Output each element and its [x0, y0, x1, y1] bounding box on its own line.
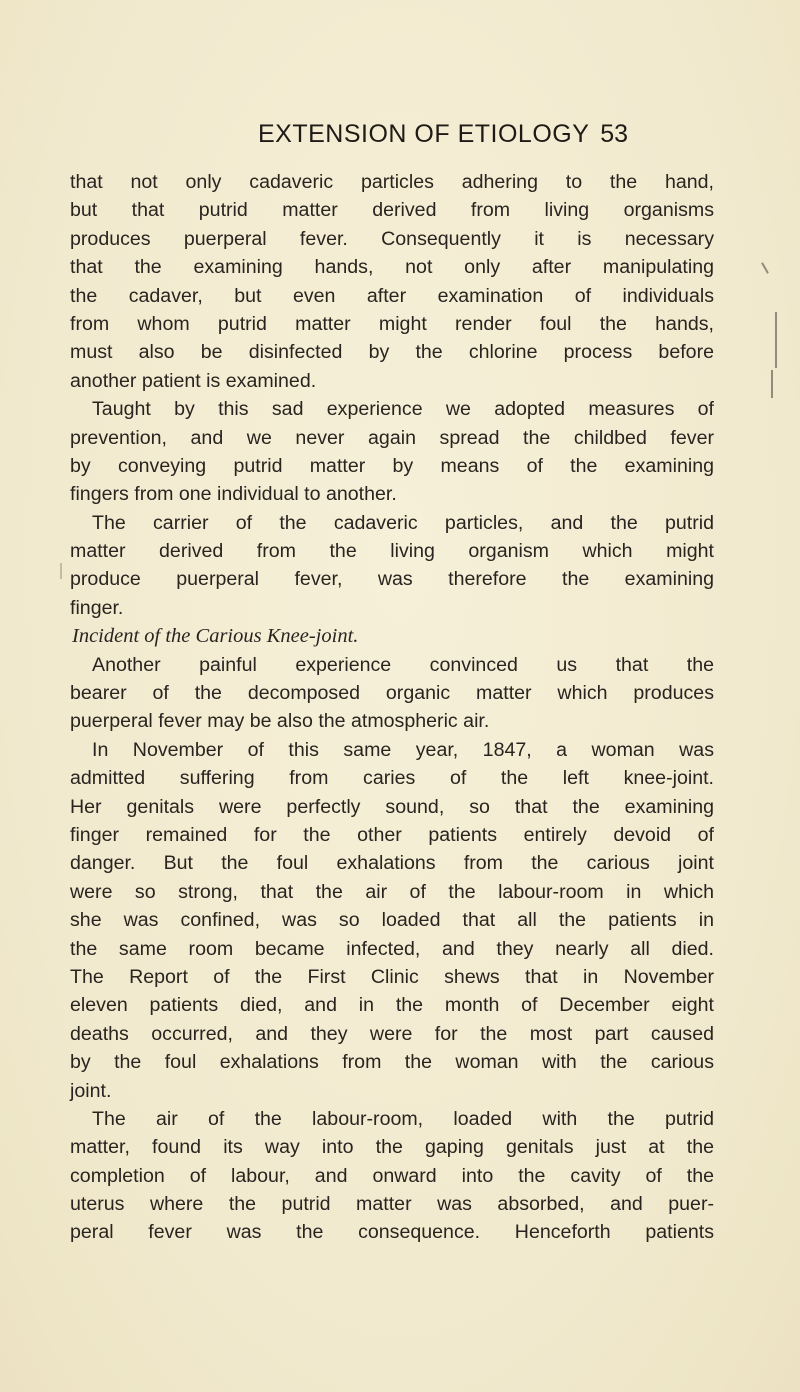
text-line: but that putrid matter derived from living organisms — [70, 199, 714, 222]
text-line: the same room became infected, and they nearly all died. — [70, 937, 714, 960]
running-title: EXTENSION OF ETIOLOGY — [258, 120, 590, 148]
text-line: were so strong, that the air of the labour-room in which — [70, 880, 714, 903]
text-line: completion of labour, and onward into the cavity of the — [70, 1164, 714, 1187]
margin-mark — [60, 563, 62, 579]
text-line: finger remained for the other patients entirely devoid of — [70, 823, 714, 846]
text-line: produce puerperal fever, was therefore the examining — [70, 568, 714, 591]
text-line: by conveying putrid matter by means of the examining — [70, 454, 714, 477]
text-line: The air of the labour-room, loaded with the putrid — [92, 1107, 714, 1130]
text-line: another patient is examined. — [70, 369, 317, 392]
text-line: that not only cadaveric particles adhering to the hand, — [70, 171, 714, 193]
text-line: matter, found its way into the gaping genitals just at the — [70, 1136, 714, 1159]
text-line: peral fever was the consequence. Henceforth patients — [70, 1221, 714, 1244]
text-line: the cadaver, but even after examination of individuals — [70, 284, 714, 307]
text-line: eleven patients died, and in the month of December eight — [70, 994, 714, 1017]
text-line: puerperal fever may be also the atmospheric air. — [70, 710, 490, 733]
text-line: by the foul exhalations from the woman with the carious — [70, 1051, 714, 1074]
text-line: bearer of the decomposed organic matter which produces — [70, 682, 714, 705]
margin-mark — [771, 370, 773, 398]
section-heading: Incident of the Carious Knee-joint. — [72, 625, 359, 648]
page-number: 53 — [600, 120, 628, 148]
text-line: she was confined, was so loaded that all the patients in — [70, 909, 714, 932]
running-head — [180, 120, 640, 160]
text-line: prevention, and we never again spread the childbed fever — [70, 426, 714, 449]
text-line: Another painful experience convinced us that the — [92, 653, 714, 676]
text-line: Her genitals were perfectly sound, so that the examining — [70, 795, 714, 818]
text-line: The carrier of the cadaveric particles, and the putrid — [92, 511, 714, 534]
text-line: joint. — [70, 1079, 112, 1102]
text-line: from whom putrid matter might render foul the hands, — [70, 312, 714, 335]
text-line: Taught by this sad experience we adopted measures of — [92, 398, 714, 421]
text-line: produces puerperal fever. Consequently it is necessary — [70, 227, 714, 250]
text-line: finger. — [70, 596, 124, 619]
margin-mark — [775, 312, 777, 368]
text-line: must also be disinfected by the chlorine process before — [70, 341, 714, 364]
text-line: danger. But the foul exhalations from the carious joint — [70, 852, 714, 875]
text-line: deaths occurred, and they were for the most part caused — [70, 1022, 714, 1045]
text-line: In November of this same year, 1847, a woman was — [92, 738, 714, 761]
text-line: uterus where the putrid matter was absorbed, and puer- — [70, 1193, 714, 1216]
text-line: fingers from one individual to another. — [70, 483, 397, 506]
text-line: The Report of the First Clinic shews that in November — [70, 965, 714, 988]
margin-mark — [761, 262, 769, 273]
text-line: matter derived from the living organism which might — [70, 540, 714, 563]
text-line: admitted suffering from caries of the left knee-joint. — [70, 767, 714, 790]
text-line: that the examining hands, not only after manipulating — [70, 256, 714, 279]
body-text — [70, 168, 714, 1247]
